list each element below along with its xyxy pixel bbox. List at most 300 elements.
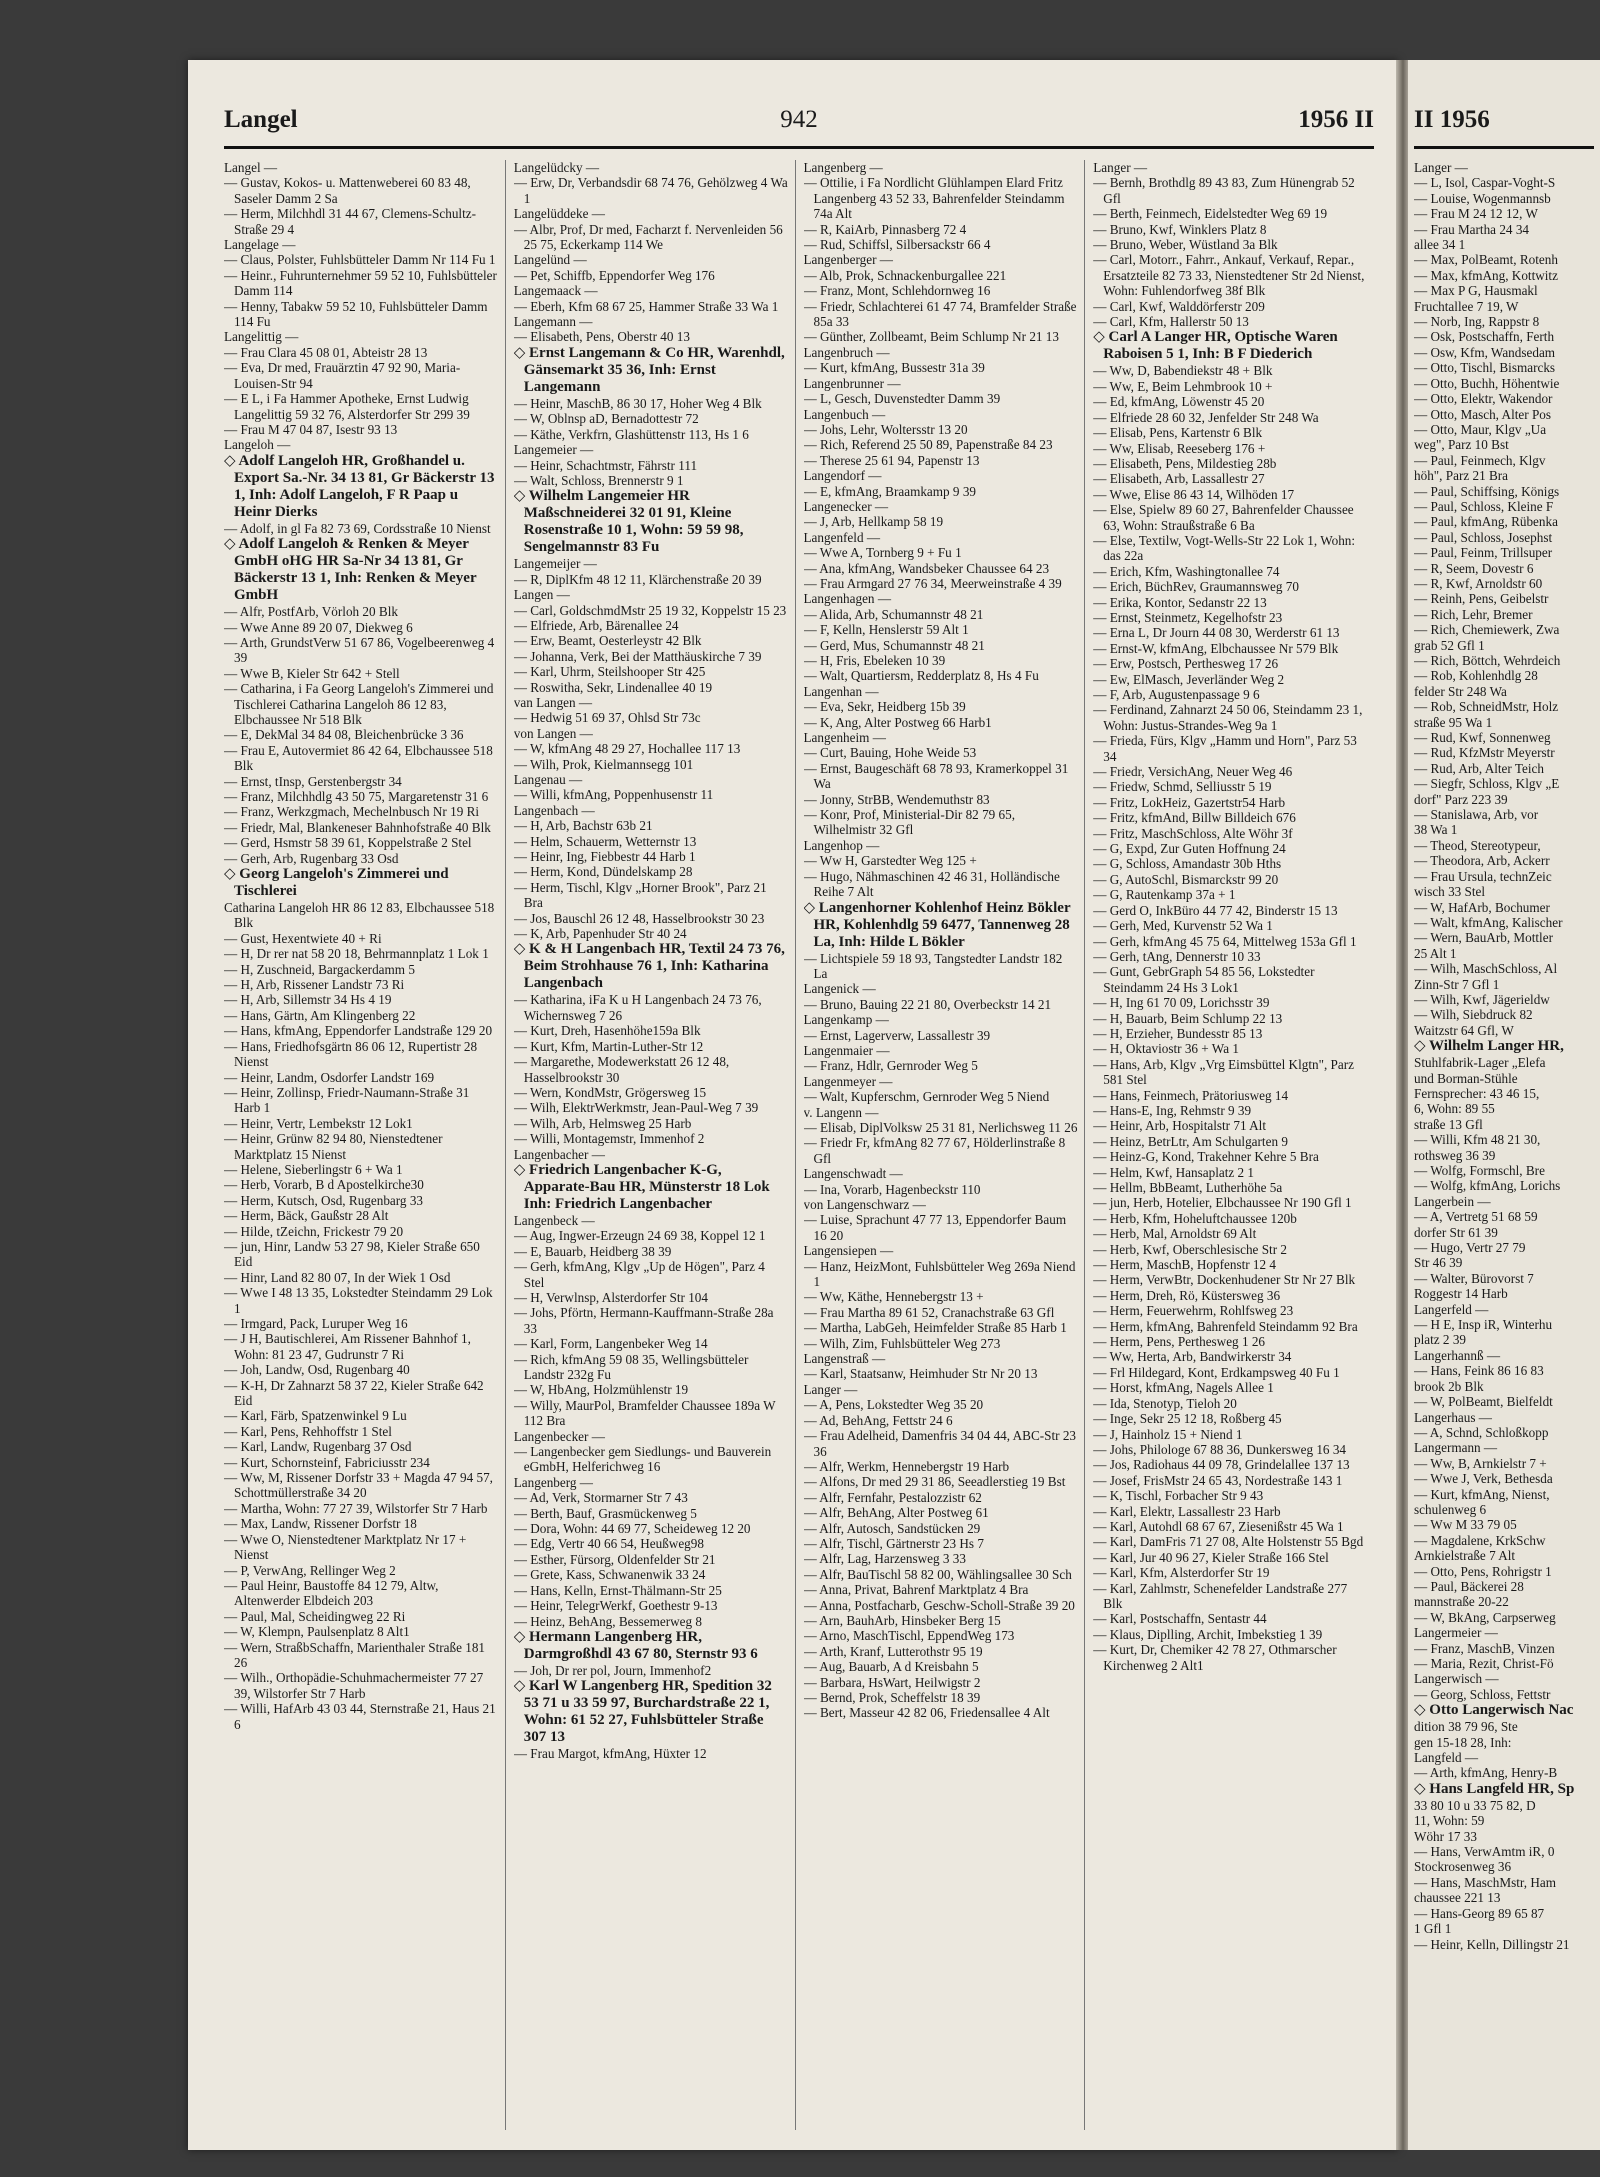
directory-entry: ◇ Otto Langerwisch Nac bbox=[1414, 1702, 1574, 1719]
directory-entry: — H, Arb, Rissener Landstr 73 Ri bbox=[224, 977, 405, 993]
directory-entry: — Jos, Bauschl 26 12 48, Hasselbrookstr 30 23 bbox=[513, 910, 765, 926]
directory-entry: — Karl, Uhrm, Steilshooper Str 425 bbox=[513, 664, 706, 680]
directory-entry: — Klaus, Diplling, Archit, Imbekstieg 1 39 bbox=[1093, 1626, 1323, 1642]
directory-entry: — Rich, kfmAng 59 08 35, Wellingsbütteler Landstr 232g Fu bbox=[513, 1351, 749, 1382]
directory-entry: Langenschwadt — bbox=[803, 1166, 903, 1182]
directory-entry: — Wilh, Zim, Fuhlsbütteler Weg 273 bbox=[803, 1335, 1001, 1351]
directory-entry: — Karl, DamFris 71 27 08, Alte Holstenstr 55 Bgd bbox=[1093, 1534, 1364, 1550]
directory-entry: Langenhagen — bbox=[803, 591, 892, 607]
directory-entry: — Luise, Sprachunt 47 77 13, Eppendorfer Baum 16 20 bbox=[803, 1212, 1067, 1243]
directory-entry: — E, Bauarb, Heidberg 38 39 bbox=[513, 1243, 672, 1259]
directory-entry: — Margarethe, Modewerkstatt 26 12 48, Hasselbrookstr 30 bbox=[513, 1054, 730, 1085]
directory-entry: — Ew, ElMasch, Jeverländer Weg 2 bbox=[1093, 671, 1285, 687]
directory-entry: — Jonny, StrBB, Wendemuthstr 83 bbox=[803, 791, 990, 807]
column-2 bbox=[514, 160, 796, 2130]
directory-entry: — L, Gesch, Duvenstedter Damm 39 bbox=[803, 391, 1001, 407]
directory-entry: — Carl, Kfm, Hallerstr 50 13 bbox=[1093, 314, 1249, 330]
directory-entry: dorf" Parz 223 39 bbox=[1414, 791, 1508, 807]
directory-entry: — Paul, Feinm, Trillsuper bbox=[1414, 545, 1553, 561]
directory-entry: — Ww, Elisab, Reeseberg 176 + bbox=[1093, 440, 1266, 456]
directory-entry: — Ad, BehAng, Fettstr 24 6 bbox=[803, 1412, 953, 1428]
directory-entry: — Therese 25 61 94, Papenstr 13 bbox=[803, 452, 980, 468]
directory-entry: — Otto, Pens, Rohrigstr 1 bbox=[1414, 1563, 1552, 1579]
page-header bbox=[224, 106, 1374, 149]
directory-entry: — Helm, Kwf, Hansaplatz 2 1 bbox=[1093, 1164, 1255, 1180]
directory-entry: — Wilh, ElektrWerkmstr, Jean-Paul-Weg 7 39 bbox=[513, 1100, 759, 1116]
directory-entry: — Fritz, LokHeiz, Gazertstr54 Harb bbox=[1093, 794, 1286, 810]
directory-entry: Langenbrunner — bbox=[803, 375, 901, 391]
directory-entry: — Karl, Kfm, Alsterdorfer Str 19 bbox=[1093, 1565, 1270, 1581]
directory-entry: — Hugo, Vertr 27 79 bbox=[1414, 1240, 1526, 1256]
directory-entry: 38 Wa 1 bbox=[1414, 822, 1458, 838]
directory-entry: — Bert, Masseur 42 82 06, Friedensallee 4 Alt bbox=[803, 1705, 1050, 1721]
directory-entry: — Arno, MaschTischl, EppendWeg 173 bbox=[803, 1628, 1015, 1644]
directory-entry: Langenkamp — bbox=[803, 1012, 889, 1028]
directory-entry: — Erich, Kfm, Washingtonallee 74 bbox=[1093, 563, 1280, 579]
directory-entry: — Karl, Jur 40 96 27, Kieler Straße 166 Stel bbox=[1093, 1549, 1329, 1565]
directory-entry: — Heinz, BehAng, Bessemerweg 8 bbox=[513, 1613, 702, 1629]
directory-entry: Langenmaier — bbox=[803, 1042, 890, 1058]
directory-entry: — Erw, Postsch, Perthesweg 17 26 bbox=[1093, 656, 1279, 672]
directory-entry: Fernsprecher: 43 46 15, bbox=[1414, 1085, 1540, 1101]
directory-entry: ◇ Friedrich Langenbacher K-G, Apparate-Bau HR, Münsterstr 18 Lok Inh: Friedrich Langenbacher bbox=[513, 1161, 770, 1212]
directory-entry: — Hans, Gärtn, Am Klingenberg 22 bbox=[224, 1007, 416, 1023]
directory-entry: — Rich, Referend 25 50 89, Papenstraße 84 23 bbox=[803, 437, 1053, 453]
column-4 bbox=[1093, 160, 1374, 2130]
directory-entry: — Karl, Staatsanw, Heimhuder Str Nr 20 13 bbox=[803, 1366, 1038, 1382]
directory-entry: — Max, PolBeamt, Rotenh bbox=[1414, 252, 1558, 268]
directory-entry: — Bruno, Bauing 22 21 80, Overbeckstr 14 21 bbox=[803, 996, 1052, 1012]
directory-entry: — Bernh, Brothdlg 89 43 83, Zum Hünengrab 52 Gfl bbox=[1093, 175, 1355, 206]
directory-entry: — Hans, kfmAng, Eppendorfer Landstraße 129 20 bbox=[224, 1023, 493, 1039]
directory-entry: — Ww, Käthe, Hennebergstr 13 + bbox=[803, 1289, 984, 1305]
directory-entry: — Herm, kfmAng, Bahrenfeld Steindamm 92 Bra bbox=[1093, 1318, 1358, 1334]
next-page-column bbox=[1414, 160, 1600, 2130]
directory-entry: Langenecker — bbox=[803, 498, 889, 514]
directory-entry: ◇ Wilhelm Langer HR, bbox=[1414, 1038, 1564, 1055]
directory-entry: — Louise, Wogenmannsb bbox=[1414, 190, 1551, 206]
directory-entry: — Heinr., Fuhrunternehmer 59 52 10, Fuhlsbütteler Damm 114 bbox=[224, 267, 497, 299]
directory-entry: — Karl, Pens, Rehhoffstr 1 Stel bbox=[224, 1423, 392, 1439]
directory-entry: — Frau Clara 45 08 01, Abteistr 28 13 bbox=[224, 344, 428, 360]
directory-entry: — Grete, Kass, Schwanenwik 33 24 bbox=[513, 1567, 706, 1583]
directory-entry: — Kurt, kfmAng, Nienst, bbox=[1414, 1486, 1550, 1502]
directory-entry: — Wwe Anne 89 20 07, Diekweg 6 bbox=[224, 619, 413, 635]
directory-entry: — Karl, Landw, Rugenbarg 37 Osd bbox=[224, 1439, 412, 1455]
directory-entry: ◇ Ernst Langemann & Co HR, Warenhdl, Gänsemarkt 35 36, Inh: Ernst Langemann bbox=[513, 344, 785, 395]
directory-entry: Langenmeyer — bbox=[803, 1073, 893, 1089]
directory-entry: — Rich, Lehr, Bremer bbox=[1414, 606, 1533, 622]
directory-entry: Langenbuch — bbox=[803, 406, 886, 422]
directory-entry: — Alb, Prok, Schnackenburgallee 221 bbox=[803, 267, 1007, 283]
directory-entry: — Konr, Prof, Ministerial-Dir 82 79 65, Wilhelmistr 32 Gfl bbox=[803, 807, 1016, 838]
directory-entry: — Lichtspiele 59 18 93, Tangstedter Landstr 182 La bbox=[803, 950, 1063, 981]
directory-entry: — Karl, Elektr, Lassallestr 23 Harb bbox=[1093, 1503, 1281, 1519]
directory-entry: — Heinr, Schachtmstr, Fährstr 111 bbox=[513, 457, 698, 473]
directory-entry: — Inge, Sekr 25 12 18, Roßberg 45 bbox=[1093, 1411, 1282, 1427]
directory-entry: ◇ Wilhelm Langemeier HR Maßschneiderei 32 01 91, Kleine Rosenstraße 10 1, Wohn: 59 59 98, Sengelmannstr 83 Fu bbox=[513, 488, 744, 556]
directory-entry: — Alfr, Fernfahr, Pestalozzistr 62 bbox=[803, 1489, 982, 1505]
directory-entry: — Karl, Zahlmstr, Schenefelder Landstraße 277 Blk bbox=[1093, 1580, 1348, 1611]
directory-entry: — Heinr, Vertr, Lembekstr 12 Lok1 bbox=[224, 1115, 413, 1131]
directory-entry: — H, Ing 61 70 09, Lorichsstr 39 bbox=[1093, 995, 1270, 1011]
directory-entry: platz 2 39 bbox=[1414, 1332, 1467, 1348]
directory-entry: — Frau M 47 04 87, Isestr 93 13 bbox=[224, 421, 398, 437]
directory-entry: — Herb, Kwf, Oberschlesische Str 2 bbox=[1093, 1241, 1287, 1257]
directory-entry: — Elisab, DiplVolksw 25 31 81, Nerlichsweg 11 26 bbox=[803, 1119, 1078, 1135]
directory-entry: — Hedwig 51 69 37, Ohlsd Str 73c bbox=[513, 710, 701, 726]
directory-entry: — Walt, kfmAng, Kalischer bbox=[1414, 914, 1563, 930]
directory-entry: — Fritz, kfmAnd, Billw Billdeich 676 bbox=[1093, 810, 1296, 826]
header-left-word: Langel bbox=[224, 106, 298, 133]
directory-entry: 1 Gfl 1 bbox=[1414, 1921, 1452, 1937]
directory-entry: — Paul, Schloss, Josephst bbox=[1414, 529, 1553, 545]
directory-entry: 33 80 10 u 33 75 82, D bbox=[1414, 1797, 1536, 1813]
directory-entry: — Hilde, tZeichn, Frickestr 79 20 bbox=[224, 1223, 404, 1239]
directory-entry: — Erich, BüchRev, Graumannsweg 70 bbox=[1093, 579, 1299, 595]
directory-entry: — Paul, Feinmech, Klgv bbox=[1414, 452, 1546, 468]
directory-entry: — Erw, Dr, Verbandsdir 68 74 76, Gehölzweg 4 Wa 1 bbox=[513, 175, 788, 206]
directory-entry: — Gerh, kfmAng 45 75 64, Mittelweg 153a Gfl 1 bbox=[1093, 933, 1357, 949]
directory-entry: — Walter, Bürovorst 7 bbox=[1414, 1270, 1534, 1286]
next-page-header bbox=[1414, 106, 1594, 149]
directory-entry: — Theod, Stereotypeur, bbox=[1414, 837, 1541, 853]
directory-entry: felder Str 248 Wa bbox=[1414, 683, 1507, 699]
directory-entry: Langenstraß — bbox=[803, 1351, 886, 1367]
directory-entry: — Ana, kfmAng, Wandsbeker Chaussee 64 23 bbox=[803, 560, 1050, 576]
directory-entry: — H, Bauarb, Beim Schlump 22 13 bbox=[1093, 1010, 1283, 1026]
directory-entry: — Otto, Maur, Klgv „Ua bbox=[1414, 421, 1547, 437]
directory-entry: — Karl, Autohdl 68 67 67, Ziesenißstr 45 Wa 1 bbox=[1093, 1518, 1344, 1534]
directory-entry: — Gust, Hexentwiete 40 + Ri bbox=[224, 930, 382, 946]
directory-entry: — Friedr, Schlachterei 61 47 74, Bramfelder Straße 85a 33 bbox=[803, 298, 1077, 330]
directory-entry: — jun, Herb, Hotelier, Elbchaussee Nr 190 Gfl 1 bbox=[1093, 1195, 1352, 1211]
directory-entry: — Heinr, TelegrWerkf, Goethestr 9-13 bbox=[513, 1598, 718, 1614]
directory-entry: — Stanislawa, Arb, vor bbox=[1414, 807, 1539, 823]
directory-entry: — Wwe B, Kieler Str 642 + Stell bbox=[224, 665, 400, 681]
directory-entry: — W, BkAng, Carpserweg bbox=[1414, 1609, 1556, 1625]
directory-entry: — Catharina, i Fa Georg Langeloh's Zimmerei und Tischlerei Catharina Langeloh 86 12 83, Elbchaussee Nr 518 Blk bbox=[224, 681, 494, 727]
directory-entry: Arnkielstraße 7 Alt bbox=[1414, 1548, 1516, 1564]
directory-entry: — Fritz, MaschSchloss, Alte Wöhr 3f bbox=[1093, 825, 1293, 841]
directory-entry: — Wwe A, Tornberg 9 + Fu 1 bbox=[803, 545, 962, 561]
directory-entry: — Else, Spielw 89 60 27, Bahrenfelder Chaussee 63, Wohn: Straußstraße 6 Ba bbox=[1093, 502, 1354, 533]
directory-entry: — Horst, kfmAng, Nagels Allee 1 bbox=[1093, 1380, 1274, 1396]
directory-entry: — Rud, Arb, Alter Teich bbox=[1414, 760, 1544, 776]
directory-entry: — Herm, Kond, Dündelskamp 28 bbox=[513, 864, 693, 880]
directory-entry: — Frl Hildegard, Kont, Erdkampsweg 40 Fu 1 bbox=[1093, 1364, 1340, 1380]
directory-entry: — Frau M 24 12 12, W bbox=[1414, 206, 1538, 222]
directory-entry: — Willi, HafArb 43 03 44, Sternstraße 21, Haus 21 6 bbox=[224, 1701, 496, 1732]
directory-entry: — Walt, Quartiersm, Redderplatz 8, Hs 4 Fu bbox=[803, 668, 1039, 684]
directory-entry: — Frau Martha 24 34 bbox=[1414, 221, 1530, 237]
directory-entry: — Herm, Kutsch, Osd, Rugenbarg 33 bbox=[224, 1192, 424, 1208]
directory-entry: — Johs, Philologe 67 88 36, Dunkersweg 16 34 bbox=[1093, 1441, 1347, 1457]
directory-entry: grab 52 Gfl 1 bbox=[1414, 637, 1485, 653]
directory-entry: höh", Parz 21 Bra bbox=[1414, 468, 1509, 484]
directory-entry: — Bernd, Prok, Scheffelstr 18 39 bbox=[803, 1690, 981, 1705]
directory-entry: — Arth, GrundstVerw 51 67 86, Vogelbeerenweg 4 39 bbox=[224, 634, 495, 666]
directory-entry: — Hugo, Nähmaschinen 42 46 31, Holländische Reihe 7 Alt bbox=[803, 868, 1060, 900]
directory-entry: — Henny, Tabakw 59 52 10, Fuhlsbütteler Damm 114 Fu bbox=[224, 298, 488, 330]
directory-entry: — Herm, Milchhdl 31 44 67, Clemens-Schultz-Straße 29 4 bbox=[224, 206, 476, 237]
directory-entry: — Albr, Prof, Dr med, Facharzt f. Nervenleiden 56 25 75, Eckerkamp 114 We bbox=[513, 221, 783, 253]
directory-entry: — Herm, Tischl, Klgv „Horner Brook", Parz 21 Bra bbox=[513, 879, 767, 911]
directory-entry: — H, Oktaviostr 36 + Wa 1 bbox=[1093, 1041, 1239, 1057]
directory-entry: — W, HafArb, Bochumer bbox=[1414, 899, 1550, 915]
directory-entry: — Kurt, Schornsteinf, Fabriciusstr 234 bbox=[224, 1454, 430, 1470]
directory-entry: — Ww, D, Babendiekstr 48 + Blk bbox=[1093, 363, 1273, 379]
directory-entry: — Norb, Ing, Rappstr 8 bbox=[1414, 314, 1540, 330]
directory-entry: Langelage — bbox=[224, 237, 296, 253]
directory-entry: Langensiepen — bbox=[803, 1243, 894, 1259]
directory-entry: ◇ Hermann Langenberg HR, Darmgroßhdl 43 67 80, Sternstr 93 6 bbox=[513, 1628, 758, 1662]
directory-entry: Langermeier — bbox=[1414, 1625, 1498, 1641]
directory-entry: — Herb, Mal, Arnoldstr 69 Alt bbox=[1093, 1226, 1257, 1242]
directory-entry: — Theodora, Arb, Ackerr bbox=[1414, 853, 1550, 869]
directory-entry: — H, Dr rer nat 58 20 18, Behrmannplatz 1 Lok 1 bbox=[224, 946, 489, 962]
directory-entry: — Heinz-G, Kond, Trakehner Kehre 5 Bra bbox=[1093, 1149, 1319, 1165]
directory-entry: — Max P G, Hausmakl bbox=[1414, 283, 1538, 299]
directory-entry: — Paul, kfmAng, Rübenka bbox=[1414, 514, 1558, 530]
directory-entry: — Pet, Schiffb, Eppendorfer Weg 176 bbox=[513, 267, 715, 283]
directory-entry: Langelüddeke — bbox=[513, 206, 605, 222]
directory-entry: — Wilh, Arb, Helmsweg 25 Harb bbox=[513, 1115, 692, 1131]
directory-entry: — Alfr, Lag, Harzensweg 3 33 bbox=[803, 1551, 966, 1567]
directory-entry: — Karl, Postschaffn, Sentastr 44 bbox=[1093, 1611, 1267, 1627]
directory-entry: — Karl, Färb, Spatzenwinkel 9 Lu bbox=[224, 1408, 407, 1424]
directory-entry: — Frau Ursula, technZeic bbox=[1414, 868, 1552, 884]
directory-entry: — E, kfmAng, Braamkamp 9 39 bbox=[803, 483, 977, 499]
directory-entry: — H, Verwlnsp, Alsterdorfer Str 104 bbox=[513, 1289, 708, 1305]
directory-entry: Langermann — bbox=[1414, 1440, 1498, 1456]
directory-entry: — Wolfg, Formschl, Bre bbox=[1414, 1163, 1545, 1178]
directory-entry: — K, Ang, Alter Postweg 66 Harb1 bbox=[803, 714, 992, 730]
directory-entry: Langelittig — bbox=[224, 329, 299, 345]
directory-entry: ◇ Adolf Langeloh HR, Großhandel u. Export Sa.-Nr. 34 13 81, Gr Bäckerstr 13 1, Inh: Adolf Langeloh, F R Paap u Heinr Dierks bbox=[224, 452, 495, 520]
directory-entry: ◇ Langenhorner Kohlenhof Heinz Bökler HR, Kohlenhdlg 59 6477, Tannenweg 28 La, Inh: Hilde L Bökler bbox=[803, 899, 1071, 950]
directory-entry: — Heinr, Zollinsp, Friedr-Naumann-Straße 31 Harb 1 bbox=[224, 1084, 470, 1116]
directory-entry: — Johanna, Verk, Bei der Matthäuskirche 7 39 bbox=[513, 648, 762, 664]
directory-entry: — Ww, B, Arnkielstr 7 + bbox=[1414, 1455, 1547, 1471]
directory-entry: — Herm, Feuerwehrm, Rohlfsweg 23 bbox=[1093, 1303, 1294, 1319]
directory-entry: — Paul Heinr, Baustoffe 84 12 79, Altw, Altenwerder Elbdeich 203 bbox=[224, 1577, 439, 1609]
next-page-edge bbox=[1408, 60, 1600, 2150]
directory-entry: — Alfr, BehAng, Alter Postweg 61 bbox=[803, 1505, 989, 1521]
directory-entry: — Josef, FrisMstr 24 65 43, Nordestraße 143 1 bbox=[1093, 1472, 1343, 1488]
directory-entry: — Heinr, Landm, Osdorfer Landstr 169 bbox=[224, 1069, 435, 1085]
directory-entry: — Franz, Hdlr, Gernroder Weg 5 bbox=[803, 1058, 978, 1074]
directory-entry: dition 38 79 96, Ste bbox=[1414, 1719, 1518, 1735]
directory-entry: ◇ Hans Langfeld HR, Sp bbox=[1414, 1780, 1575, 1797]
directory-entry: — L, Isol, Caspar-Voght-S bbox=[1414, 175, 1556, 191]
directory-entry: Fruchtallee 7 19, W bbox=[1414, 298, 1519, 314]
directory-entry: — Wern, BauArb, Mottler bbox=[1414, 930, 1553, 946]
directory-entry: — Alfr, Tischl, Gärtnerstr 23 Hs 7 bbox=[803, 1535, 984, 1551]
directory-entry: Langenbacher — bbox=[513, 1146, 605, 1162]
directory-entry: — Ed, kfmAng, Löwenstr 45 20 bbox=[1093, 394, 1265, 410]
directory-entry: — Aug, Ingwer-Erzeugn 24 69 38, Koppel 12 1 bbox=[513, 1228, 766, 1244]
directory-entry: Langfeld — bbox=[1414, 1750, 1479, 1766]
directory-entry: Langel — bbox=[224, 160, 278, 175]
directory-entry: — W, PolBeamt, Bielfeldt bbox=[1414, 1394, 1553, 1410]
columns bbox=[224, 160, 1374, 2130]
directory-entry: — Else, Textilw, Vogt-Wells-Str 22 Lok 1, Wohn: das 22a bbox=[1093, 532, 1356, 564]
directory-entry: — Otto, Masch, Alter Pos bbox=[1414, 406, 1551, 422]
directory-entry: — Georg, Schloss, Fettstr bbox=[1414, 1686, 1551, 1702]
directory-entry: — Kurt, Dreh, Hasenhöhe159a Blk bbox=[513, 1023, 701, 1039]
directory-entry: — Hinr, Land 82 80 07, In der Wiek 1 Osd bbox=[224, 1269, 451, 1285]
directory-entry: — Hans, Kelln, Ernst-Thälmann-Str 25 bbox=[513, 1582, 722, 1598]
directory-entry: — Gustav, Kokos- u. Mattenweberei 60 83 48, Saseler Damm 2 Sa bbox=[224, 175, 471, 206]
directory-entry: — Katharina, iFa K u H Langenbach 24 73 76, Wichernsweg 7 26 bbox=[513, 992, 762, 1023]
directory-entry: — Gerd O, InkBüro 44 77 42, Binderstr 15 13 bbox=[1093, 902, 1338, 918]
directory-entry: — Wwe J, Verk, Bethesda bbox=[1414, 1471, 1553, 1487]
directory-entry: — Rud, Kwf, Sonnenweg bbox=[1414, 730, 1551, 746]
directory-entry: — Elisab, Pens, Kartenstr 6 Blk bbox=[1093, 425, 1263, 441]
directory-entry: — Herm, Pens, Perthesweg 1 26 bbox=[1093, 1334, 1266, 1350]
directory-entry: — Reinh, Pens, Geibelstr bbox=[1414, 591, 1549, 607]
directory-entry: — Paul, Schloss, Kleine F bbox=[1414, 498, 1554, 514]
directory-entry: Langenberg — bbox=[513, 1474, 593, 1490]
directory-entry: dorfer Str 61 39 bbox=[1414, 1224, 1498, 1240]
directory-entry: — Eva, Dr med, Frauärztin 47 92 90, Maria-Louisen-Str 94 bbox=[224, 360, 461, 391]
directory-entry: — Osk, Postschaffn, Ferth bbox=[1414, 329, 1555, 345]
directory-entry: — R, KaiArb, Pinnasberg 72 4 bbox=[803, 221, 967, 237]
directory-entry: — Joh, Landw, Osd, Rugenbarg 40 bbox=[224, 1362, 410, 1378]
directory-entry: Langerhannß — bbox=[1414, 1347, 1501, 1363]
directory-entry: — Rich, Böttch, Wehrdeich bbox=[1414, 653, 1561, 668]
directory-entry: Langenbruch — bbox=[803, 344, 890, 360]
directory-entry: Langelünd — bbox=[513, 252, 587, 268]
directory-entry: — Jos, Radiohaus 44 09 78, Grindelallee 137 13 bbox=[1093, 1457, 1350, 1473]
directory-entry: — H, Zuschneid, Bargackerdamm 5 bbox=[224, 961, 415, 977]
directory-entry: — Günther, Zollbeamt, Beim Schlump Nr 21 13 bbox=[803, 329, 1059, 345]
directory-entry: allee 34 1 bbox=[1414, 237, 1466, 253]
directory-entry: — Ida, Stenotyp, Tieloh 20 bbox=[1093, 1395, 1237, 1411]
directory-entry: — Otto, Elektr, Wakendor bbox=[1414, 391, 1553, 407]
directory-entry: — Helene, Sieberlingstr 6 + Wa 1 bbox=[224, 1161, 403, 1177]
directory-entry: — Ernst-W, kfmAng, Elbchaussee Nr 579 Blk bbox=[1093, 640, 1339, 656]
directory-entry: — Alfr, BauTischl 58 82 00, Wählingsallee 30 Sch bbox=[803, 1566, 1072, 1582]
directory-entry: von Langenschwarz — bbox=[803, 1197, 926, 1212]
directory-entry: — R, Kwf, Arnoldstr 60 bbox=[1414, 575, 1543, 591]
directory-entry: — Rud, Schiffsl, Silbersackstr 66 4 bbox=[803, 237, 991, 253]
directory-entry: straße 13 Gfl bbox=[1414, 1116, 1483, 1132]
directory-entry: — Willi, Kfm 48 21 30, bbox=[1414, 1132, 1541, 1148]
directory-entry: — E L, i Fa Hammer Apotheke, Ernst Ludwig Langelittig 59 32 76, Alsterdorfer Str 299 39 bbox=[224, 391, 470, 422]
directory-entry: — Adolf, in gl Fa 82 73 69, Cordsstraße 10 Nienst bbox=[224, 520, 491, 536]
directory-entry: — Dora, Wohn: 44 69 77, Scheideweg 12 20 bbox=[513, 1521, 751, 1537]
column-3 bbox=[804, 160, 1086, 2130]
directory-entry: Zinn-Str 7 Gfl 1 bbox=[1414, 976, 1500, 992]
directory-entry: — Roswitha, Sekr, Lindenallee 40 19 bbox=[513, 679, 713, 695]
directory-entry: — Erna L, Dr Journ 44 08 30, Werderstr 61 13 bbox=[1093, 625, 1340, 641]
directory-entry: — jun, Hinr, Landw 53 27 98, Kieler Straße 650 Eid bbox=[224, 1238, 480, 1270]
directory-entry: — Heinr, Ing, Fiebbestr 44 Harb 1 bbox=[513, 849, 696, 865]
directory-entry: Langemeier — bbox=[513, 442, 594, 458]
directory-entry: — H, Arb, Bachstr 63b 21 bbox=[513, 818, 653, 834]
directory-entry: — F, Arb, Augustenpassage 9 6 bbox=[1093, 687, 1260, 702]
directory-entry: — Gerh, kfmAng, Klgv „Up de Högen", Parz 4 Stel bbox=[513, 1259, 765, 1290]
directory-entry: Stockrosenweg 36 bbox=[1414, 1859, 1512, 1875]
directory-entry: — Ww H, Garstedter Weg 125 + bbox=[803, 853, 977, 869]
directory-entry: — Edg, Vertr 40 66 54, Heußweg98 bbox=[513, 1536, 704, 1552]
directory-entry: — Elfriede, Arb, Bärenallee 24 bbox=[513, 617, 679, 633]
directory-entry: — Frau Margot, kfmAng, Hüxter 12 bbox=[513, 1746, 707, 1762]
directory-entry: Langenhop — bbox=[803, 837, 880, 853]
directory-entry: — Herm, Dreh, Rö, Küstersweg 36 bbox=[1093, 1287, 1281, 1303]
directory-entry: — Frau Martha 89 61 52, Cranachstraße 63 Gfl bbox=[803, 1304, 1055, 1320]
directory-entry: — Ernst, Lagerverw, Lassallestr 39 bbox=[803, 1027, 991, 1043]
directory-entry: — Gunt, GebrGraph 54 85 56, Lokstedter Steindamm 24 Hs 3 Lok1 bbox=[1093, 964, 1315, 995]
directory-entry: — Claus, Polster, Fuhlsbütteler Damm Nr 114 Fu 1 bbox=[224, 252, 496, 268]
directory-entry: — Ww, M, Rissener Dorfstr 33 + Magda 47 94 57, Schottmüllerstraße 34 20 bbox=[224, 1470, 493, 1501]
directory-entry: Langenbecker — bbox=[513, 1428, 605, 1444]
directory-entry: — Anna, Postfacharb, Geschw-Scholl-Straße 39 20 bbox=[803, 1597, 1075, 1613]
directory-entry: — Frau Adelheid, Damenfris 34 04 44, ABC-Str 23 36 bbox=[803, 1428, 1077, 1459]
directory-entry: — Hans, Feinmech, Prätoriusweg 14 bbox=[1093, 1087, 1289, 1103]
directory-entry: — A, Vertretg 51 68 59 bbox=[1414, 1209, 1538, 1225]
directory-entry: — Hanz, HeizMont, Fuhlsbütteler Weg 269a Niend 1 bbox=[803, 1258, 1076, 1290]
directory-entry: — Langenbecker gem Siedlungs- und Bauverein eGmbH, Helferichweg 16 bbox=[513, 1444, 772, 1475]
directory-entry: — Heinr, Arb, Hospitalstr 71 Alt bbox=[1093, 1118, 1266, 1134]
directory-entry: — Carl, GoldschmdMstr 25 19 32, Koppelstr 15 23 bbox=[513, 602, 787, 618]
directory-entry: — Paul, Bäckerei 28 bbox=[1414, 1578, 1524, 1594]
directory-entry: — K-H, Dr Zahnarzt 58 37 22, Kieler Straße 642 Eid bbox=[224, 1377, 484, 1409]
directory-entry: Langerhaus — bbox=[1414, 1409, 1492, 1425]
directory-entry: — Frau E, Autovermiet 86 42 64, Elbchaussee 518 Blk bbox=[224, 742, 493, 774]
directory-entry: — Gerh, tAng, Dennerstr 10 33 bbox=[1093, 948, 1261, 964]
directory-entry: Langer — bbox=[1093, 160, 1148, 175]
directory-entry: — Wilh, Kwf, Jägerieldw bbox=[1414, 991, 1550, 1007]
directory-entry: — F, Kelln, Henslerstr 59 Alt 1 bbox=[803, 622, 969, 638]
directory-entry: — Friedr, VersichAng, Neuer Weg 46 bbox=[1093, 764, 1293, 780]
directory-entry: — Otto, Buchh, Höhentwie bbox=[1414, 375, 1560, 391]
directory-entry: — Gerd, Mus, Schumannstr 48 21 bbox=[803, 637, 985, 653]
directory-entry: v. Langenn — bbox=[803, 1104, 879, 1120]
directory-entry: — Heinr, Kelln, Dillingstr 21 bbox=[1414, 1936, 1570, 1952]
directory-entry: Catharina Langeloh HR 86 12 83, Elbchaussee 518 Blk bbox=[224, 900, 495, 931]
directory-entry: — Berth, Feinmech, Eidelstedter Weg 69 19 bbox=[1093, 206, 1328, 222]
directory-entry: — Herm, Bäck, Gaußstr 28 Alt bbox=[224, 1208, 389, 1224]
directory-entry: Langendorf — bbox=[803, 468, 882, 484]
directory-entry: von Langen — bbox=[513, 725, 593, 741]
directory-entry: — G, AutoSchl, Bismarckstr 99 20 bbox=[1093, 871, 1279, 887]
directory-entry: — H, Erzieher, Bundesstr 85 13 bbox=[1093, 1025, 1263, 1041]
directory-entry: — Ernst, Steinmetz, Kegelhofstr 23 bbox=[1093, 609, 1283, 625]
directory-entry: — Hans, Friedhofsgärtn 86 06 12, Rupertistr 28 Nienst bbox=[224, 1038, 478, 1070]
directory-entry: — Bruno, Weber, Wüstland 3a Blk bbox=[1093, 237, 1278, 253]
directory-entry: — Franz, Werkzgmach, Mechelnbusch Nr 19 Ri bbox=[224, 804, 480, 820]
page-number: 942 bbox=[780, 106, 818, 133]
directory-entry: — Siegfr, Schloss, Klgv „E bbox=[1414, 776, 1560, 792]
directory-entry: — Wern, StraßbSchaffn, Marienthaler Straße 181 26 bbox=[224, 1639, 486, 1670]
directory-entry: — A, Schnd, Schloßkopp bbox=[1414, 1424, 1549, 1440]
directory-entry: — Kurt, Kfm, Martin-Luther-Str 12 bbox=[513, 1038, 704, 1054]
directory-entry: — Franz, Milchhdlg 43 50 75, Margaretenstr 31 6 bbox=[224, 789, 489, 804]
directory-entry: — H, Arb, Sillemstr 34 Hs 4 19 bbox=[224, 992, 392, 1008]
directory-entry: — Paul, Schiffsing, Königs bbox=[1414, 483, 1560, 499]
directory-entry: Stuhlfabrik-Lager „Elefa bbox=[1414, 1055, 1546, 1071]
directory-entry: — Ad, Verk, Stormarner Str 7 43 bbox=[513, 1490, 688, 1506]
directory-entry: weg", Parz 10 Bst bbox=[1414, 437, 1509, 453]
directory-entry: — Elfriede 28 60 32, Jenfelder Str 248 Wa bbox=[1093, 409, 1319, 425]
directory-entry: van Langen — bbox=[513, 694, 593, 710]
directory-entry: — Eva, Sekr, Heidberg 15b 39 bbox=[803, 699, 966, 715]
directory-entry: — Ottilie, i Fa Nordlicht Glühlampen Elard Fritz Langenberg 43 52 33, Bahrenfelder Steindamm 74a Alt bbox=[803, 175, 1065, 222]
directory-entry: — Maria, Rezit, Christ-Fö bbox=[1414, 1656, 1554, 1671]
